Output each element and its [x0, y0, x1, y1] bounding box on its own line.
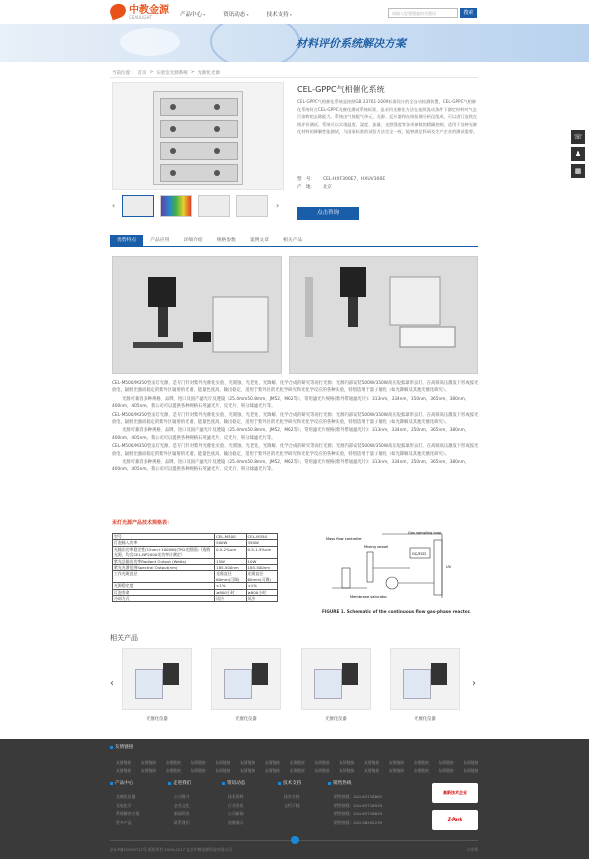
sales-phone: 销售热线：010-56292239: [334, 819, 383, 825]
related-item[interactable]: [211, 648, 281, 726]
footer-col-title: 销售热线: [328, 780, 351, 786]
table-row: 灯泡寿命 ≥800小时 ≥800小时: [113, 589, 278, 595]
breadcrumb: 当前位置： 首页 > 实验室光源系统 > 光催化光源: [112, 70, 221, 76]
thumbnail[interactable]: [160, 195, 192, 217]
tab-specs[interactable]: 规格参数: [216, 238, 236, 243]
banner-title: 材料评价系统解决方案: [296, 37, 406, 50]
spec-title: 汞灯光源产品技术规格表：: [112, 520, 173, 526]
share-label[interactable]: 分享到: [466, 847, 478, 852]
footer-col: [116, 793, 139, 827]
friend-link[interactable]: 友情链接: [314, 760, 330, 765]
model-label: 型 号：: [297, 177, 315, 182]
footer-link[interactable]: 技术资料: [228, 794, 244, 799]
logo-text: 中教金源: [129, 5, 169, 16]
table-row: 光输出功率稳定性(15um+1000W)(TR2光照面)（选购光源，均含CEL-NP2000光功率计测定） 0.5-2%um 0.5-1.5%um: [113, 546, 278, 558]
footer-col: [284, 793, 300, 810]
tab-details[interactable]: 详细介绍: [183, 238, 203, 243]
origin-value: 北京: [323, 185, 332, 190]
footer-link[interactable]: 公司新闻: [228, 811, 244, 816]
friend-link[interactable]: 友情链接: [363, 760, 380, 765]
consult-button[interactable]: 点击咨询: [297, 207, 359, 220]
friend-link[interactable]: 友情链接: [190, 768, 206, 773]
paragraph: CEL-M500/M350型汞灯光源，是专门针对紫外光催化实验、光刻蚀、光老化、光降解、化学合成的研究等而打光源；光源内部安装500W/350W高压短弧球形汞灯，在高频高压激发下形成弧光放电，辐射出强而稳定的紫外区辐射的光谱，能量色度高，输出稳定，适用于紫外区的光化学研究和光化学反应的各种实验，特别适用于量子催化（如光降解及其他光催化研究）。: [112, 381, 479, 394]
tab-application[interactable]: 产品应用: [150, 238, 170, 243]
chevron-left-icon[interactable]: ‹: [110, 678, 114, 689]
diagram-label: Mixing vessel: [364, 545, 389, 549]
friend-link[interactable]: 友情链接: [413, 768, 429, 773]
friend-link[interactable]: 友情链接: [165, 768, 181, 773]
related-item-label[interactable]: 光催化仪器: [235, 717, 257, 722]
footer-link[interactable]: 新闻资讯: [174, 811, 190, 816]
nav-item-support[interactable]: 技术支持 ▾: [267, 10, 292, 18]
related-item-label[interactable]: 光催化仪器: [325, 717, 347, 722]
footer-link[interactable]: 光电化学: [116, 802, 132, 808]
friend-links: [116, 760, 484, 774]
footer-link[interactable]: 技术支持: [284, 794, 300, 799]
related-item[interactable]: [122, 648, 192, 726]
footer-col-title: 资讯动态: [222, 780, 245, 786]
footer-link[interactable]: 更多产品: [116, 819, 132, 825]
diagram-label: Mass flow controller: [326, 537, 362, 541]
related-item[interactable]: [390, 648, 460, 726]
friend-link[interactable]: 友情链接: [215, 760, 231, 765]
footer-link[interactable]: 企业文化: [174, 802, 190, 808]
friend-link[interactable]: 友情链接: [388, 760, 404, 765]
friend-link[interactable]: 友情链接: [264, 768, 280, 773]
footer-link[interactable]: 联系我们: [174, 819, 190, 825]
friend-link[interactable]: 友情链接: [116, 768, 132, 773]
footer-col-title: 走进我们: [168, 780, 191, 786]
paragraph: 光源可兼容多种规格、品牌、进口及国产滤光片及透镜（25.4mm50.8mm，JM52，M62等），常用滤光片规格(紫外带通滤光片)：313nm，334nm，350nm，365nm，380nm，400nm，405nm。我公司可以提供各种规格石英滤光片、反光片、积分球滤光片等。: [112, 460, 470, 473]
table-row: 紫光光谱范围Spectral Output(nm) 185-500nm 185-500nm: [113, 565, 278, 571]
chevron-right-icon[interactable]: ›: [276, 201, 280, 210]
friend-link[interactable]: 友情链接: [140, 760, 156, 765]
detail-tabs: [110, 235, 478, 247]
friend-link[interactable]: 友情链接: [438, 760, 454, 765]
footer-link[interactable]: 公司简介: [174, 794, 190, 799]
header: [0, 0, 589, 24]
table-row: 冷却方式 风冷 风冷: [113, 596, 278, 602]
origin-label: 产 地：: [297, 185, 315, 190]
footer-links-heading: 友情链接: [110, 744, 133, 750]
footer-col-title: 技术支持: [278, 780, 301, 786]
footer-col: [334, 793, 382, 827]
sales-phone: 销售热线：010-63718865: [334, 794, 383, 799]
footer-link[interactable]: 光催化仪器: [116, 794, 136, 799]
friend-link[interactable]: 友情链接: [190, 760, 206, 765]
friend-link[interactable]: 友情链接: [289, 760, 305, 765]
product-title: CEL-GPPC气相催化系统: [297, 85, 385, 94]
phone-icon[interactable]: ☏: [571, 130, 585, 144]
thumbnail-strip: [112, 195, 284, 217]
friend-link[interactable]: 友情链接: [388, 768, 404, 773]
footer-col-title: 产品中心: [110, 780, 133, 786]
model-value: CEL-HXF300E7、HXUV300E: [323, 177, 386, 182]
copyright: 京ICP备10039712号 版权所有 2009-2017 北京中教金源科技有限公司: [110, 847, 232, 852]
breadcrumb-category[interactable]: 实验室光源系统: [156, 71, 188, 76]
diagram-label: Membrane saturator: [350, 595, 387, 599]
sales-phone: 销售热线：010-63718629: [334, 811, 383, 816]
diagram-label: Gas sampling loop: [408, 531, 442, 535]
friend-link[interactable]: 友情链接: [289, 768, 305, 773]
friend-link[interactable]: 友情链接: [239, 768, 256, 773]
search-button[interactable]: 搜索: [460, 8, 477, 18]
friend-link[interactable]: 友情链接: [239, 760, 256, 765]
friend-link[interactable]: 友情链接: [363, 768, 380, 773]
related-item-label[interactable]: 光催化仪器: [414, 717, 436, 722]
friend-link[interactable]: 友情链接: [314, 768, 330, 773]
paragraph: 光源可兼容多种规格、品牌、进口及国产滤光片及透镜（25.4mm50.8mm，JM52，M62等），常用滤光片规格(紫外带通滤光片)：313nm，334nm，350nm，365nm，380nm，400nm，405nm。我公司可以提供各种规格石英滤光片、反光片、积分球滤光片等。: [112, 428, 470, 441]
table-row: 型号 CEL-M500 CEL-M350: [113, 534, 278, 540]
friend-link[interactable]: 友情链接: [463, 768, 479, 773]
diagram-label: GC/ECD: [412, 552, 427, 556]
sales-phone: 销售热线：010-63716559: [334, 802, 383, 808]
main-nav: [180, 10, 292, 18]
table-row: 灯泡输入功率 500W 350W: [113, 540, 278, 546]
friend-link[interactable]: 友情链接: [413, 760, 429, 765]
product-meta: [297, 176, 385, 192]
feature-text: [112, 380, 480, 475]
hightech-badge: 高新技术企业: [432, 783, 478, 803]
friend-link[interactable]: 友情链接: [165, 760, 181, 765]
product-photo: [289, 256, 478, 374]
related-item[interactable]: [301, 648, 371, 726]
chevron-left-icon[interactable]: ‹: [112, 201, 116, 210]
table-row: 工作光斑直径 光斑直径60mm(可调) 光斑直径60mm(可调): [113, 571, 278, 583]
qrcode-icon[interactable]: ▦: [571, 164, 585, 178]
product-description: CEL-GPPC气相催化系统是按照GB 23761-2009标准设计的全自动检测装置，CEL-GPPC气相催化系统符合CEL-GPPC光催化测试系统标准，是采用光催化方法在连续流动条件下测定材料对气态污染物的去除能力。系统由气体配气单元、光源、反应器和在线检测分析仪组成，可以进行连续在线评价测试。系统可以实现温度、湿度、流量、光照强度等各项参数的精确控制，适用于各种光催化材料的降解性能测试，与国家标准的试验方法完全一致，能够满足科研及生产企业的测试需要。: [297, 99, 478, 135]
footer-link[interactable]: 视频演示: [228, 819, 244, 825]
diagram-label: UV: [446, 565, 452, 569]
tab-cases[interactable]: 案例文章: [249, 238, 270, 243]
friend-link[interactable]: 友情链接: [339, 760, 355, 765]
device-illustration: [153, 91, 243, 185]
table-row: 光源稳定度 ±1% ±1%: [113, 583, 278, 589]
thumbnail[interactable]: [236, 195, 268, 217]
spec-table: [112, 533, 278, 602]
paragraph: CEL-M500/M350型汞灯光源，是专门针对紫外光催化实验、光刻蚀、光老化、光降解、化学合成的研究等而打光源；光源内部安装500W/350W高压短弧球形汞灯，在高频高压激发下形成弧光放电，辐射出强而稳定的紫外区辐射的光谱，能量色度高，输出稳定，适用于紫外区的光化学研究和光化学反应的各种实验，特别适用于量子催化（如光降解及其他光催化研究）。: [112, 444, 479, 457]
diagram-caption: FIGURE 1. Schematic of the continuous flow gas-phase reactor.: [322, 609, 471, 614]
logo-icon: [108, 2, 128, 21]
paragraph: CEL-M500/M350型汞灯光源，是专门针对紫外光催化实验、光刻蚀、光老化、光降解、化学合成的研究等而打光源；光源内部安装500W/350W高压短弧球形汞灯，在高频高压激发下形成弧光放电，辐射出强而稳定的紫外区辐射的光谱，能量色度高，输出稳定，适用于紫外区的光化学研究和光化学反应的各种实验，特别适用于量子催化（如光降解及其他光催化研究）。: [112, 412, 479, 426]
logo[interactable]: [110, 4, 169, 18]
footer-col: [174, 793, 190, 827]
chevron-right-icon[interactable]: ›: [472, 678, 476, 689]
logo-subtitle: CEAULIGHT: [129, 15, 152, 20]
thumbnail[interactable]: [198, 195, 230, 217]
tab-features[interactable]: 优势特点: [110, 235, 143, 246]
footer-link[interactable]: 行业资讯: [228, 802, 244, 808]
nav-item-news[interactable]: 资讯动态 ▾: [223, 10, 248, 18]
related-heading: 相关产品: [110, 634, 138, 642]
footer-link[interactable]: 系统解决方案: [116, 811, 140, 816]
friend-link[interactable]: 友情链接: [438, 768, 454, 773]
breadcrumb-prefix: 当前位置：: [112, 71, 135, 76]
nav-item-products[interactable]: 产品中心 ▾: [180, 10, 205, 18]
reactor-schematic: [322, 528, 478, 614]
table-row: 紫光总输出功率Radiant Output (Watts) 15W 10W: [113, 558, 278, 564]
friend-link[interactable]: 友情链接: [264, 760, 280, 765]
footer-col: [228, 793, 244, 827]
zpark-badge: Z-Park: [432, 810, 478, 830]
friend-link[interactable]: 友情链接: [215, 768, 231, 773]
friend-link[interactable]: 友情链接: [140, 768, 156, 773]
banner: [0, 24, 589, 62]
friend-link[interactable]: 友情链接: [463, 760, 479, 765]
footer-link[interactable]: 文档下载: [284, 802, 300, 808]
search-input[interactable]: 请输入您要搜索的关键词: [388, 8, 458, 18]
back-to-top-icon[interactable]: [291, 836, 299, 844]
breadcrumb-current[interactable]: 光催化光源: [197, 71, 221, 76]
paragraph: 光源可兼容多种规格、品牌、进口及国产滤光片及透镜（25.4mm50.8mm，JM52，M62等），常用滤光片规格(紫外带通滤光片)：313nm，334nm，350nm，365nm，380nm，400nm，405nm。我公司可以提供各种规格石英滤光片、反光片、积分球滤光片等。: [112, 396, 470, 410]
product-main-image: [112, 82, 284, 190]
product-photo: [112, 256, 282, 374]
tab-related[interactable]: 相关产品: [283, 238, 303, 243]
qq-icon[interactable]: ♟: [571, 147, 585, 161]
related-item-label[interactable]: 光催化仪器: [146, 717, 168, 722]
thumbnail[interactable]: [122, 195, 154, 217]
friend-link[interactable]: 友情链接: [339, 768, 355, 773]
side-toolbar: [571, 130, 585, 181]
breadcrumb-home[interactable]: 首页: [137, 71, 147, 76]
friend-link[interactable]: 友情链接: [116, 760, 132, 765]
